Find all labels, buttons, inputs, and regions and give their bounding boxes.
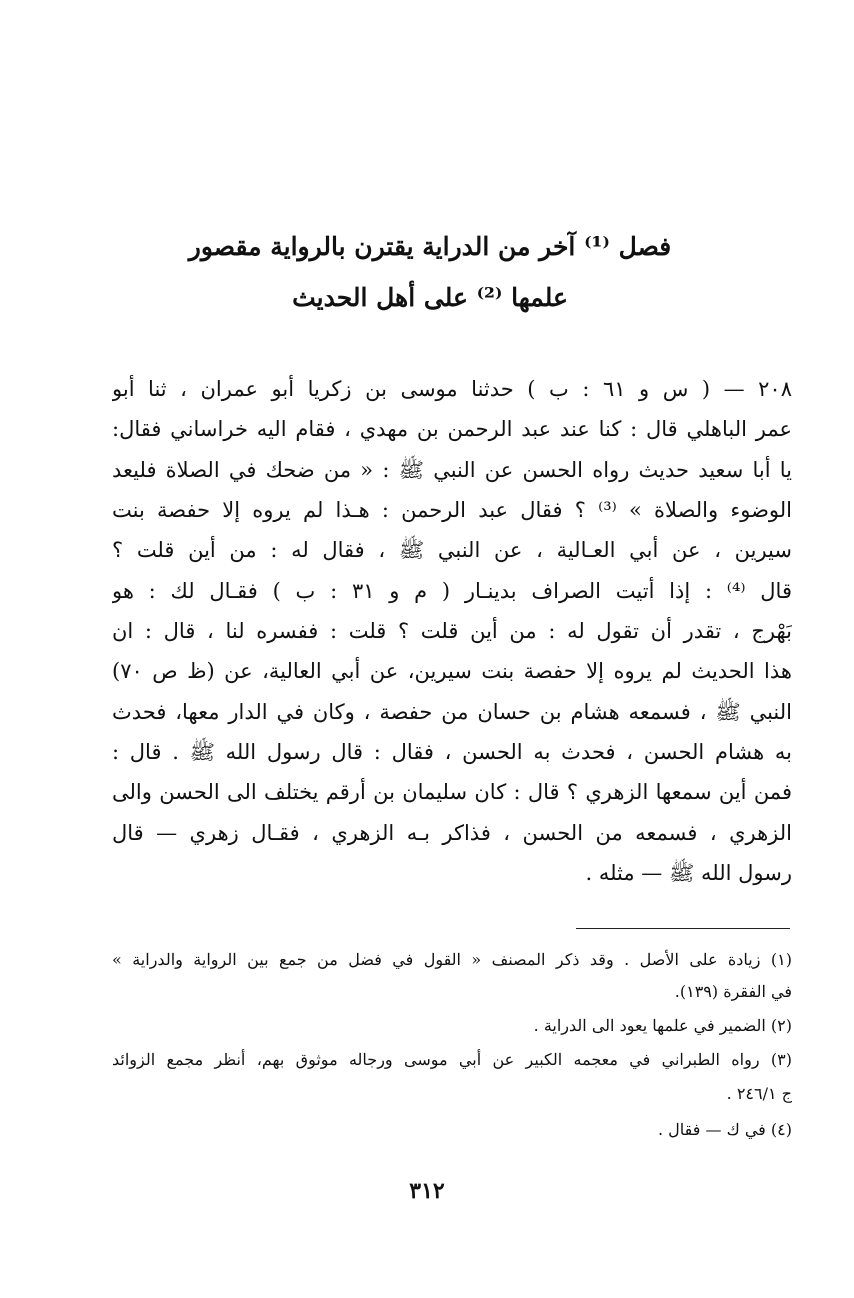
body-line: قال ⁽⁴⁾ : إذا أتيت الصراف بدينـار ( م و ٣١ : ب ) فقـال لك : هو xyxy=(112,579,792,603)
page-number: ٣١٢ xyxy=(409,1178,445,1204)
body-line: رسول الله ﷺ — مثله . xyxy=(585,861,792,885)
body-line: بَهْرج ، تقدر أن تقول له : من أين قلت ؟ قلت : ففسره لنا ، قال : ان xyxy=(112,619,792,643)
footnote-separator xyxy=(576,928,790,929)
body-line: هذا الحديث لم يروه إلا حفصة بنت سيرين، عن أبي العالية، عن (ظ ص ٧٠) xyxy=(112,659,792,683)
body-line: النبي ﷺ ، فسمعه هشام بن حسان من حفصة ، وكان في الدار معها، فحدث xyxy=(112,700,792,724)
footnote-line: ج ٢٤٦/١ . xyxy=(726,1084,792,1103)
footnote-line: في الفقرة (١٣٩). xyxy=(674,982,792,1001)
footnote-line: (٤) في ك — فقال . xyxy=(657,1120,792,1139)
body-line: فمن أين سمعها الزهري ؟ قال : كان سليمان بن أرقم يختلف الى الحسن والى xyxy=(112,780,792,804)
footnote-line: (٣) رواه الطبراني في معجمه الكبير عن أبي موسى ورجاله موثوق بهم، أنظر مجمع الزوائد xyxy=(112,1050,792,1069)
section-heading-line-2: علمها ⁽²⁾ على أهل الحديث xyxy=(292,283,568,312)
body-line: الوضوء والصلاة » ⁽³⁾ ؟ فقال عبد الرحمن : هـذا لم يروه إلا حفصة بنت xyxy=(112,498,792,522)
section-heading-line-1: فصل ⁽¹⁾ آخر من الدراية يقترن بالرواية مقصور xyxy=(188,232,672,261)
footnote-line: (٢) الضمير في علمها يعود الى الدراية . xyxy=(533,1016,792,1035)
body-line: ٢٠٨ — ( س و ٦١ : ب ) حدثنا موسى بن زكريا أبو عمران ، ثنا أبو xyxy=(112,377,792,401)
body-line: سيرين ، عن أبي العـالية ، عن النبي ﷺ ، فقال له : من أين قلت ؟ xyxy=(112,538,792,562)
footnote-line: (١) زيادة على الأصل . وقد ذكر المصنف « القول في فضل من جمع بين الرواية والدراية » xyxy=(112,950,792,969)
body-line: يا أبا سعيد حديث رواه الحسن عن النبي ﷺ : « من ضحك في الصلاة فليعد xyxy=(112,458,792,482)
body-line: به هشام الحسن ، فحدث به الحسن ، فقال : قال رسول الله ﷺ . قال : xyxy=(112,740,792,764)
body-line: الزهري ، فسمعه من الحسن ، فذاكر بـه الزهري ، فقـال زهري — قال xyxy=(112,821,792,845)
body-line: عمر الباهلي قال : كنا عند عبد الرحمن بن مهدي ، فقام اليه خراساني فقال: xyxy=(112,417,792,441)
